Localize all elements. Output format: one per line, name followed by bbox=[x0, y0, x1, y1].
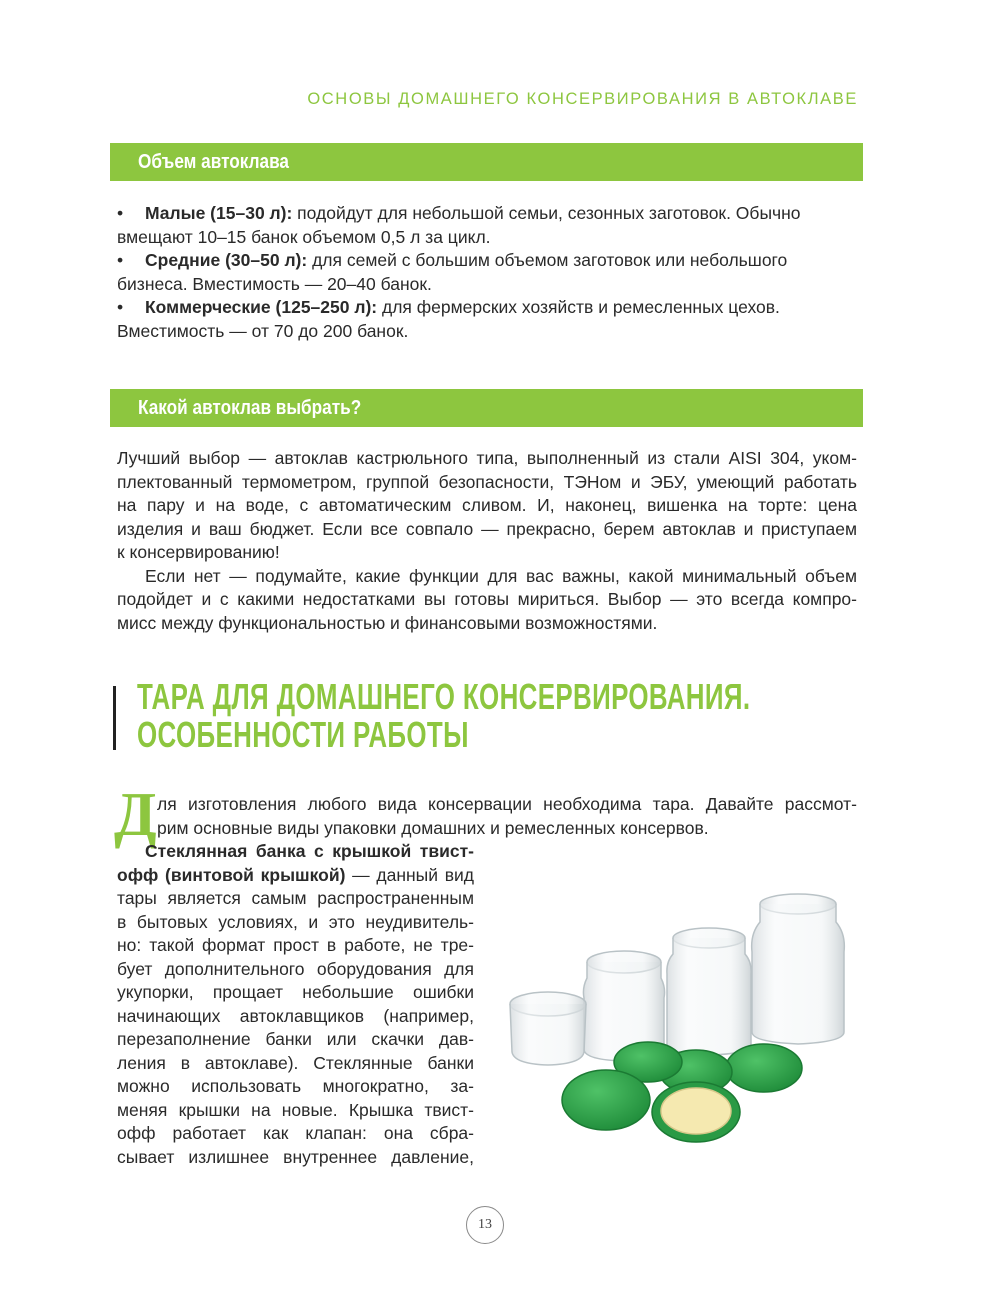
section-title: ТАРА ДЛЯ ДОМАШНЕГО КОНСЕРВИРОВАНИЯ. ОСОБЕННОСТИ РАБОТЫ bbox=[137, 676, 751, 755]
list-item: • Малые (15–30 л): подойдут для небольшой семьи, сезонных заготовок. Обычно вмещают 10–15 банок объемом 0,5 л за цикл. bbox=[117, 203, 801, 247]
jar-paragraph: Стеклянная банка с крышкой твист- офф (винтовой крышкой) — данный вид тары является самым распространенным в бытовых условиях, и это неудивитель- но: такой формат прост в работе, не тре- бует дополнительного оборудования для укупорки, прощает небольшие ошибки начинающих автоклавщиков (например, перезаполнение банки или скачки дав- ления в автоклаве). Стеклянные банки можно использовать многократно, за- меняя крышки на новые. Крышка твист- офф работает как клапан: она сбра- сывает излишнее внутреннее давление, bbox=[117, 841, 474, 1167]
volume-list bbox=[117, 202, 852, 343]
list-item: • Коммерческие (125–250 л): для фермерских хозяйств и ремесленных цехов. Вместимость — от 70 до 200 банок. bbox=[117, 297, 780, 341]
jars-illustration bbox=[496, 862, 856, 1170]
intro-paragraph: ля изготовления любого вида консервации необходима тара. Давайте рассмот- рим основные виды упаковки домашних и ремесленных консервов. bbox=[157, 794, 857, 838]
medium-jar bbox=[667, 928, 751, 1055]
section-heading-volume: Объем автоклава bbox=[110, 143, 863, 181]
drop-cap: Д bbox=[114, 781, 157, 849]
jars-photo bbox=[496, 862, 856, 1170]
section-heading-choose: Какой автоклав выбрать? bbox=[110, 389, 863, 427]
short-jar bbox=[510, 992, 586, 1065]
tall-jar bbox=[752, 894, 845, 1044]
list-item: • Средние (30–50 л): для семей с большим объемом заготовок или небольшого бизнеса. Вместимость — 20–40 банок. bbox=[117, 250, 788, 294]
choose-paragraph: Лучший выбор — автоклав кастрюльного типа, выполненный из стали AISI 304, уком- плектованный термометром, группой безопасности, ТЭНом и ЭБУ, умеющий работать на пару и на воде, с автоматическим сливом. И, наконец, вишенка на торте: цена изделия и ваш бюджет. Если все совпало — прекрасно, берем автоклав и приступаем к консервированию! Если нет — подумайте, какие функции для вас важны, какой минимальный объем подойдет и с какими недостатками вы готовы мириться. Выбор — это всегда компро- мисс между функциональностью и финансовыми возможностями. bbox=[117, 448, 857, 633]
section-rule bbox=[113, 686, 116, 750]
running-head: ОСНОВЫ ДОМАШНЕГО КОНСЕРВИРОВАНИЯ В АВТОКЛАВЕ bbox=[307, 90, 858, 108]
page-number: 13 bbox=[466, 1206, 504, 1244]
